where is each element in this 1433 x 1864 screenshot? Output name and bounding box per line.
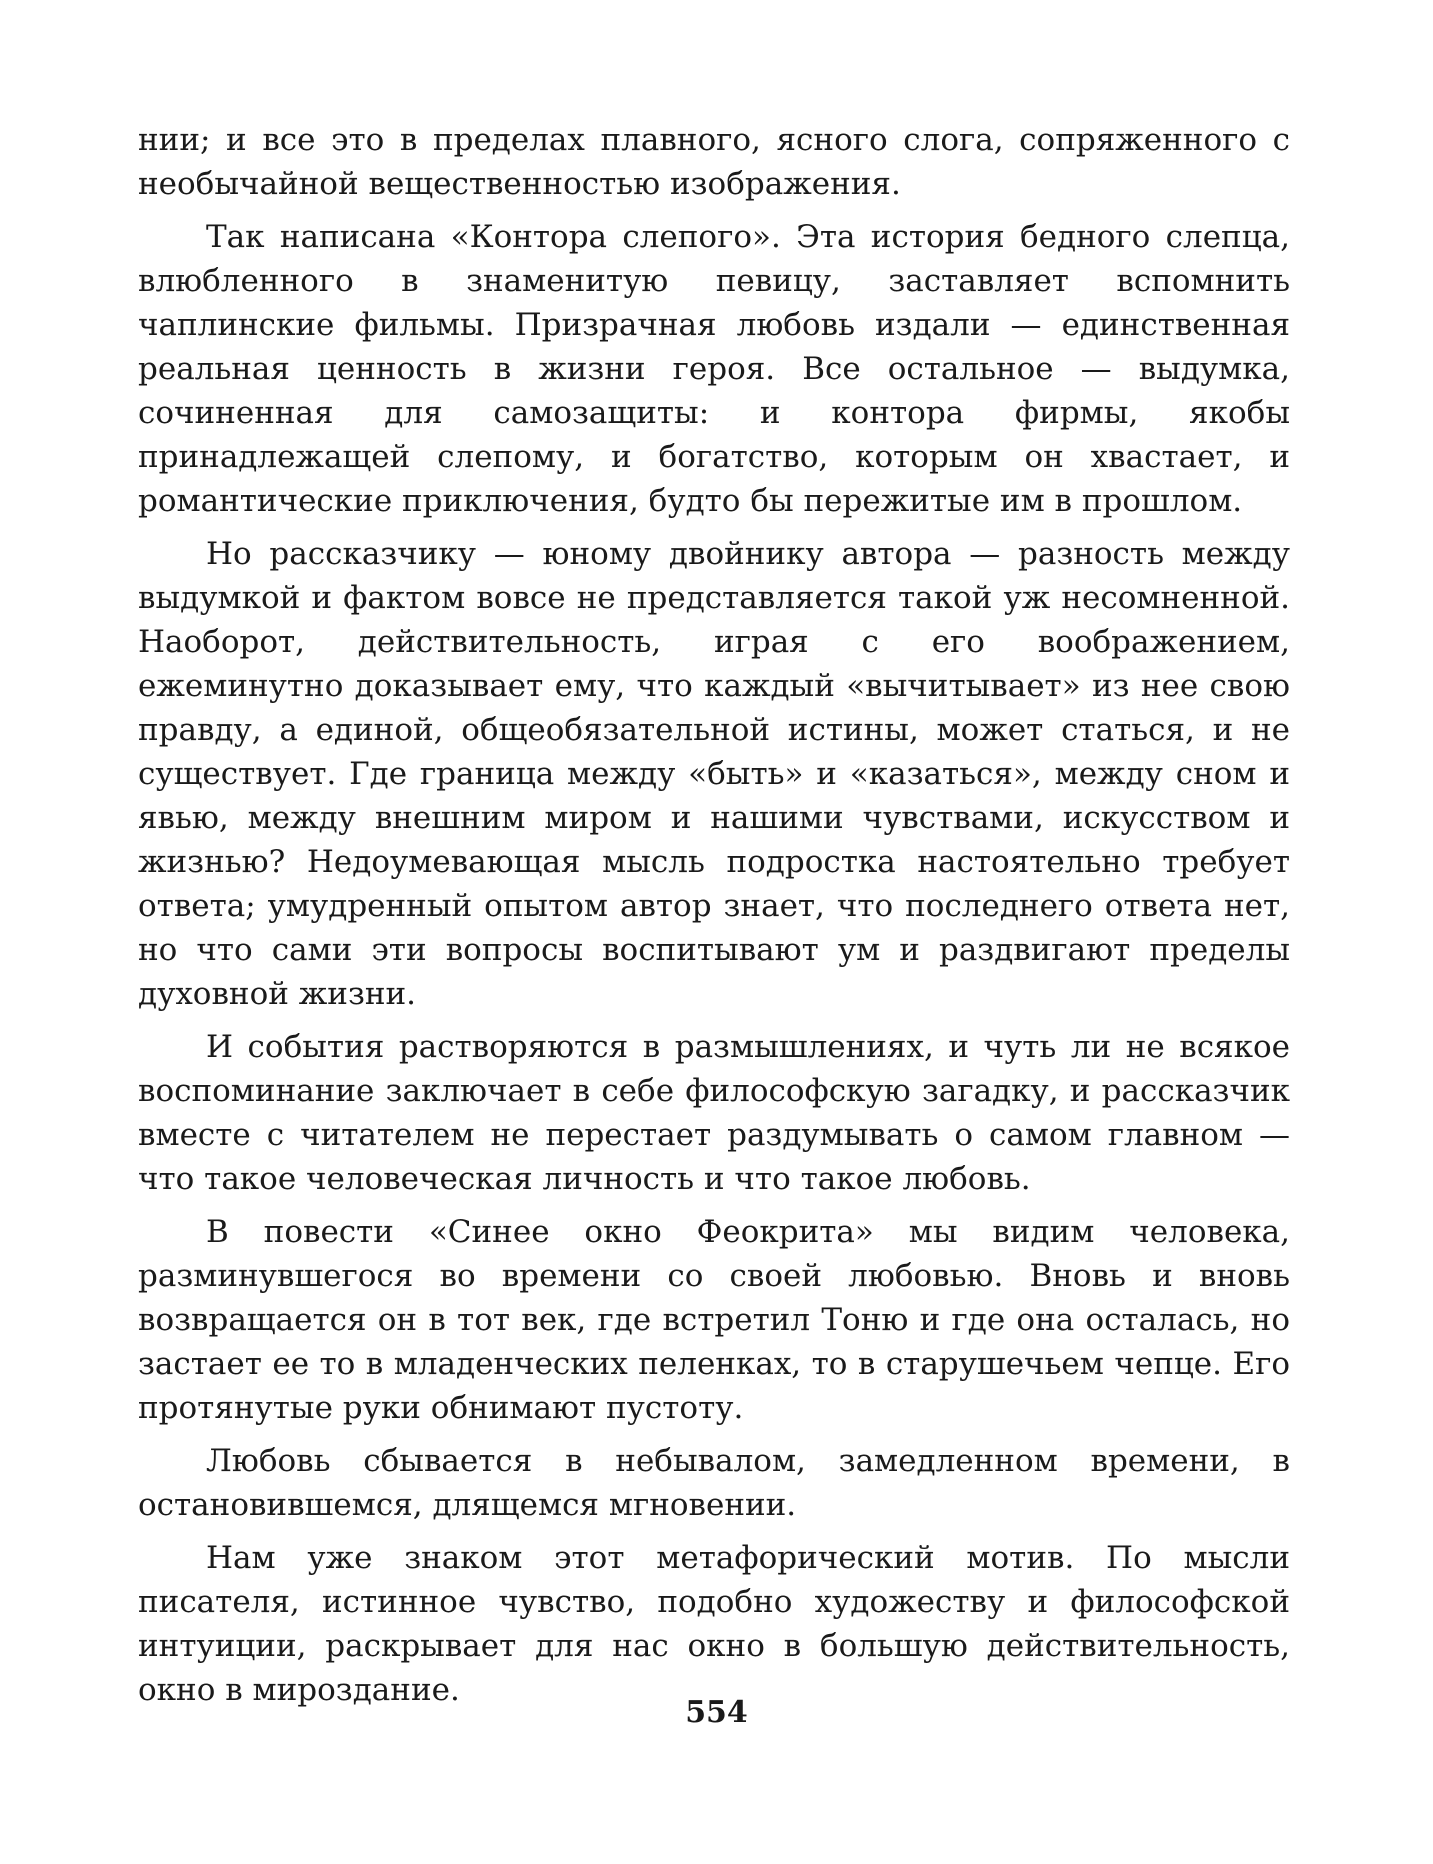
paragraph: Так написана «Контора слепого». Эта история бедного слепца, влюбленного в знаменитую певицу, заставляет вспомнить чаплинские фильмы. Призрачная любовь издали — единственная реальная ценность в жизни героя. Все остальное — выдумка, сочиненная для самозащиты: и контора фирмы, якобы принадлежащей слепому, и богатство, которым он хвастает, и романтические приключения, будто бы пережитые им в прошлом. [138,219,1290,519]
paragraph: И события растворяются в размышлениях, и чуть ли не всякое воспоминание заключает в себе философскую загадку, и рассказчик вместе с читателем не перестает раздумывать о самом главном — что такое человеческая личность и что такое любовь. [138,1029,1290,1197]
page-number: 554 [685,1695,748,1730]
paragraph: Любовь сбывается в небывалом, замедленном времени, в остановившемся, длящемся мгновении. [138,1443,1290,1523]
paragraph: В повести «Синее окно Феокрита» мы видим человека, разминувшегося во времени со своей любовью. Вновь и вновь возвращается он в тот век, где встретил Тоню и где она осталась, но застает ее то в младенческих пеленках, то в старушечьем чепце. Его протянутые руки обнимают пустоту. [138,1214,1290,1426]
paragraph: Нам уже знаком этот метафорический мотив. По мысли писателя, истинное чувство, подобно художеству и философской интуиции, раскрывает для нас окно в большую действительность, окно в мироздание. [138,1540,1290,1708]
page-body [138,118,1290,1712]
paragraph-continuation: нии; и все это в пределах плавного, ясного слога, сопряженного с необычайной вещественностью изображения. [138,122,1290,202]
paragraph: Но рассказчику — юному двойнику автора — разность между выдумкой и фактом вовсе не представляется такой уж несомненной. Наоборот, действительность, играя с его воображением, ежеминутно доказывает ему, что каждый «вычитывает» из нее свою правду, а единой, общеобязательной истины, может статься, и не существует. Где граница между «быть» и «казаться», между сном и явью, между внешним миром и нашими чувствами, искусством и жизнью? Недоумевающая мысль подростка настоятельно требует ответа; умудренный опытом автор знает, что последнего ответа нет, но что сами эти вопросы воспитывают ум и раздвигают пределы духовной жизни. [138,536,1290,1012]
